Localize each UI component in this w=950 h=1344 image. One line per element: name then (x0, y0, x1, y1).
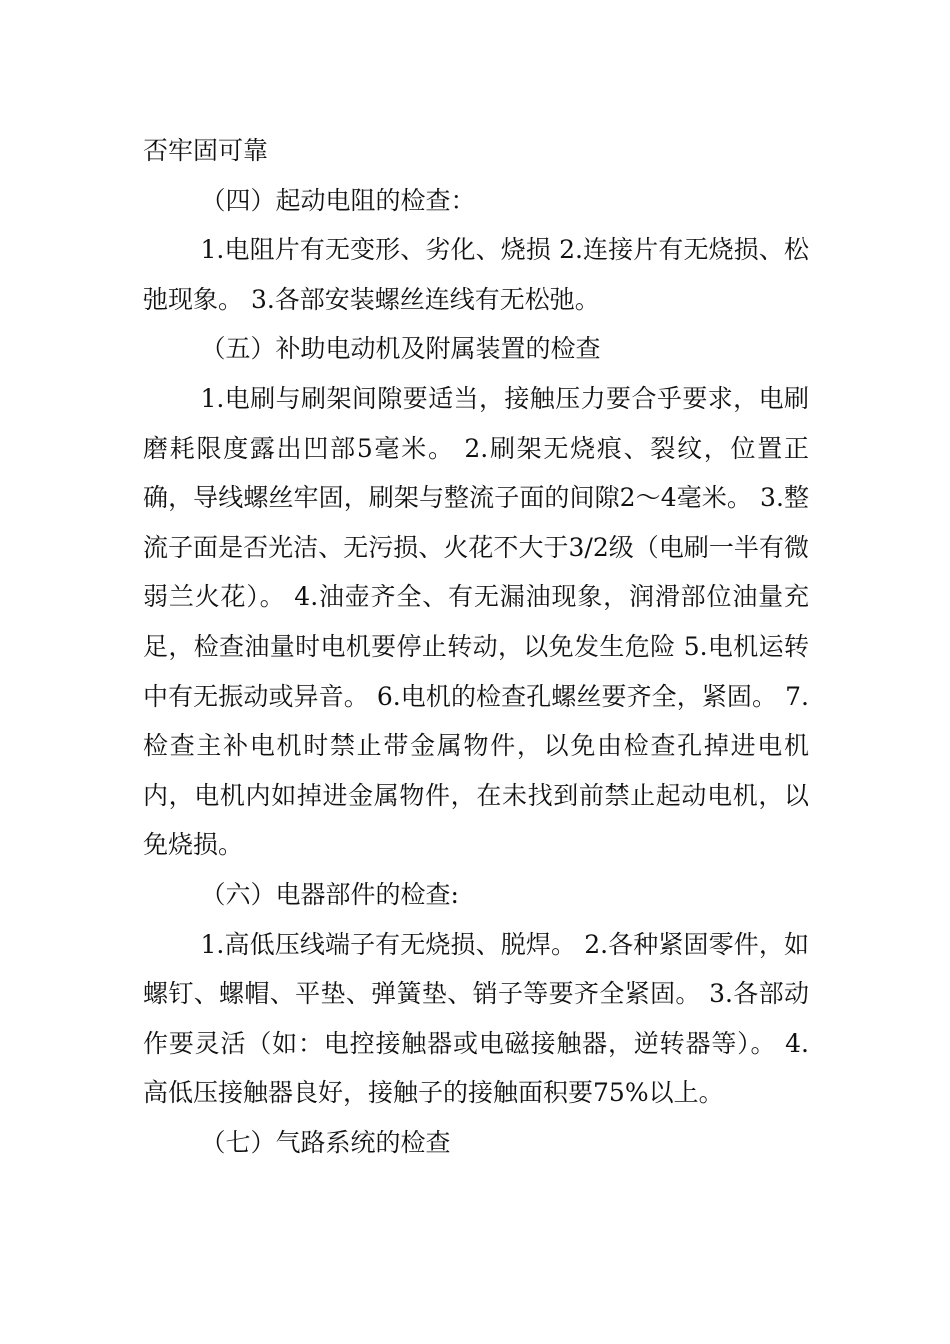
section-heading-4: （四）起动电阻的检查： (200, 185, 476, 215)
section-heading-7: （七）气路系统的检查 (200, 1127, 451, 1157)
section-heading-6: （六）电器部件的检查: (200, 879, 459, 909)
paragraph-electrical-check: 1.高低压线端子有无烧损、脱焊。 2.各种紧固零件，如螺钉、螺帽、平垫、弹簧垫、销子等要齐全紧固。 3.各部动作要灵活（如：电控接触器或电磁接触器，逆转器等）。 4.高低压接触器良好，接触子的接触面积要75%以上。 (143, 929, 809, 1108)
paragraph-resistor-check: 1.电阻片有无变形、劣化、烧损 2.连接片有无烧损、松弛现象。 3.各部安装螺丝连线有无松弛。 (143, 235, 809, 314)
paragraph-motor-check: 1.电刷与刷架间隙要适当，接触压力要合乎要求，电刷磨耗限度露出凹部5毫米。 2.刷架无烧痕、裂纹，位置正确，导线螺丝牢固，刷架与整流子面的间隙2～4毫米。 3.整流子面是否光洁、无污损、火花不大于3/2级（电刷一半有微弱兰火花）。 4.油壶齐全、有无漏油现象，润滑部位油量充足，检查油量时电机要停止转动，以免发生危险 5.电机运转中有无振动或异音。 6.电机的检查孔螺丝要齐全，紧固。 7.检查主补电机时禁止带金属物件，以免由检查孔掉进电机内，电机内如掉进金属物件，在未找到前禁止起动电机，以免烧损。 (143, 383, 809, 860)
section-heading-5: （五）补助电动机及附属装置的检查 (200, 334, 601, 364)
body-text (143, 126, 809, 1167)
paragraph-continuation: 否牢固可靠 (143, 136, 269, 165)
